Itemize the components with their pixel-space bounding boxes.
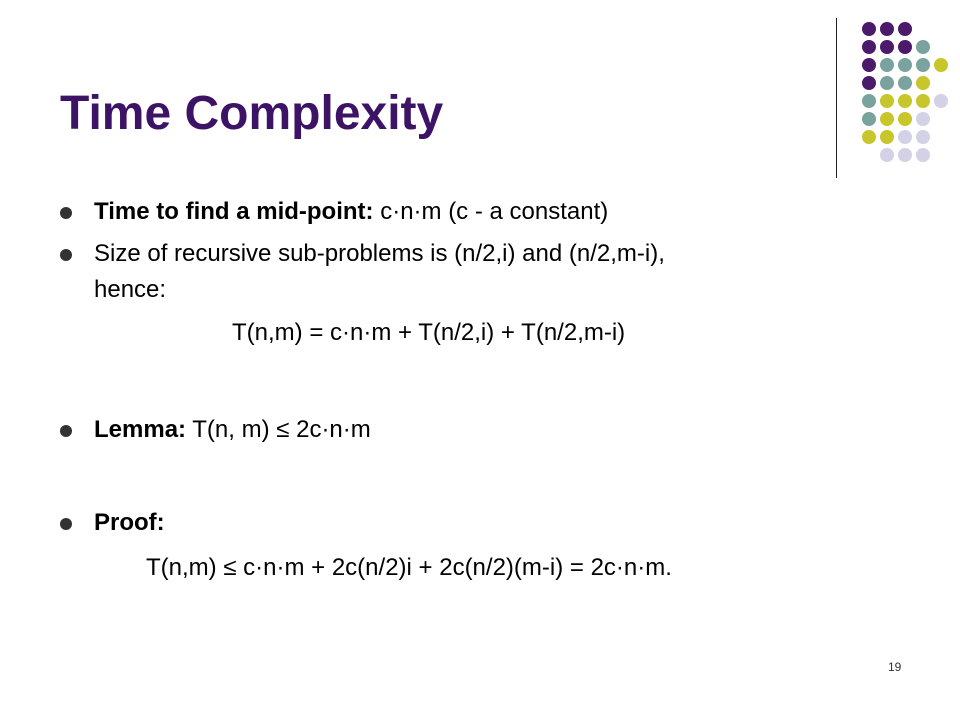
- bullet-dot-icon: [60, 518, 72, 530]
- decorative-dot: [898, 148, 912, 162]
- decorative-dot: [898, 76, 912, 90]
- decorative-dot: [916, 58, 930, 72]
- decorative-dot: [862, 112, 876, 126]
- decorative-dot: [916, 112, 930, 126]
- bullet-body: Size of recursive sub-problems is (n/2,i) and (n/2,m-i),: [94, 240, 665, 267]
- bullet-continuation: hence:: [94, 276, 167, 303]
- bullet-body: c·n·m (c - a constant): [373, 198, 609, 225]
- decorative-dot: [880, 112, 894, 126]
- proof-formula: T(n,m) ≤ c·n·m + 2c(n/2)i + 2c(n/2)(m-i) = 2c·n·m.: [146, 554, 672, 581]
- decorative-dot: [862, 58, 876, 72]
- decorative-dot: [898, 58, 912, 72]
- decorative-dot: [934, 94, 948, 108]
- bullet-text: [94, 508, 165, 538]
- decorative-dot: [916, 94, 930, 108]
- bullet-dot-icon: [60, 425, 72, 437]
- bullet-body: T(n, m) ≤ 2c·n·m: [186, 416, 371, 443]
- decorative-dot: [898, 130, 912, 144]
- decorative-dot: [880, 22, 894, 36]
- decorative-dot: [880, 58, 894, 72]
- divider-line: [836, 18, 837, 178]
- bullet-bold-label: Proof:: [94, 509, 165, 536]
- decorative-dot: [862, 22, 876, 36]
- decorative-dot: [880, 130, 894, 144]
- bullet-dot-icon: [60, 249, 72, 261]
- decorative-dot: [898, 22, 912, 36]
- bullet-text: [94, 415, 371, 445]
- decorative-dot: [862, 40, 876, 54]
- decorative-dot: [916, 76, 930, 90]
- decorative-dot: [880, 76, 894, 90]
- decorative-dot: [880, 40, 894, 54]
- decorative-dot: [898, 112, 912, 126]
- decorative-dot: [916, 148, 930, 162]
- decorative-dot: [862, 130, 876, 144]
- decorative-dot: [880, 94, 894, 108]
- bullet-bold-label: Time to find a mid-point:: [94, 198, 374, 225]
- bullet-dot-icon: [60, 207, 72, 219]
- bullet-bold-label: Lemma:: [94, 416, 187, 443]
- slide-title: Time Complexity: [60, 87, 444, 140]
- recurrence-formula: T(n,m) = c·n·m + T(n/2,i) + T(n/2,m-i): [232, 319, 626, 346]
- decorative-dot: [916, 130, 930, 144]
- decorative-dot: [934, 58, 948, 72]
- decorative-dot: [880, 148, 894, 162]
- decorative-dot: [898, 40, 912, 54]
- decorative-dot: [862, 76, 876, 90]
- page-number: 19: [888, 660, 902, 674]
- decorative-dot: [862, 94, 876, 108]
- decorative-dot: [898, 94, 912, 108]
- bullet-text: [94, 239, 665, 269]
- decorative-dot: [916, 40, 930, 54]
- bullet-text: [94, 197, 608, 227]
